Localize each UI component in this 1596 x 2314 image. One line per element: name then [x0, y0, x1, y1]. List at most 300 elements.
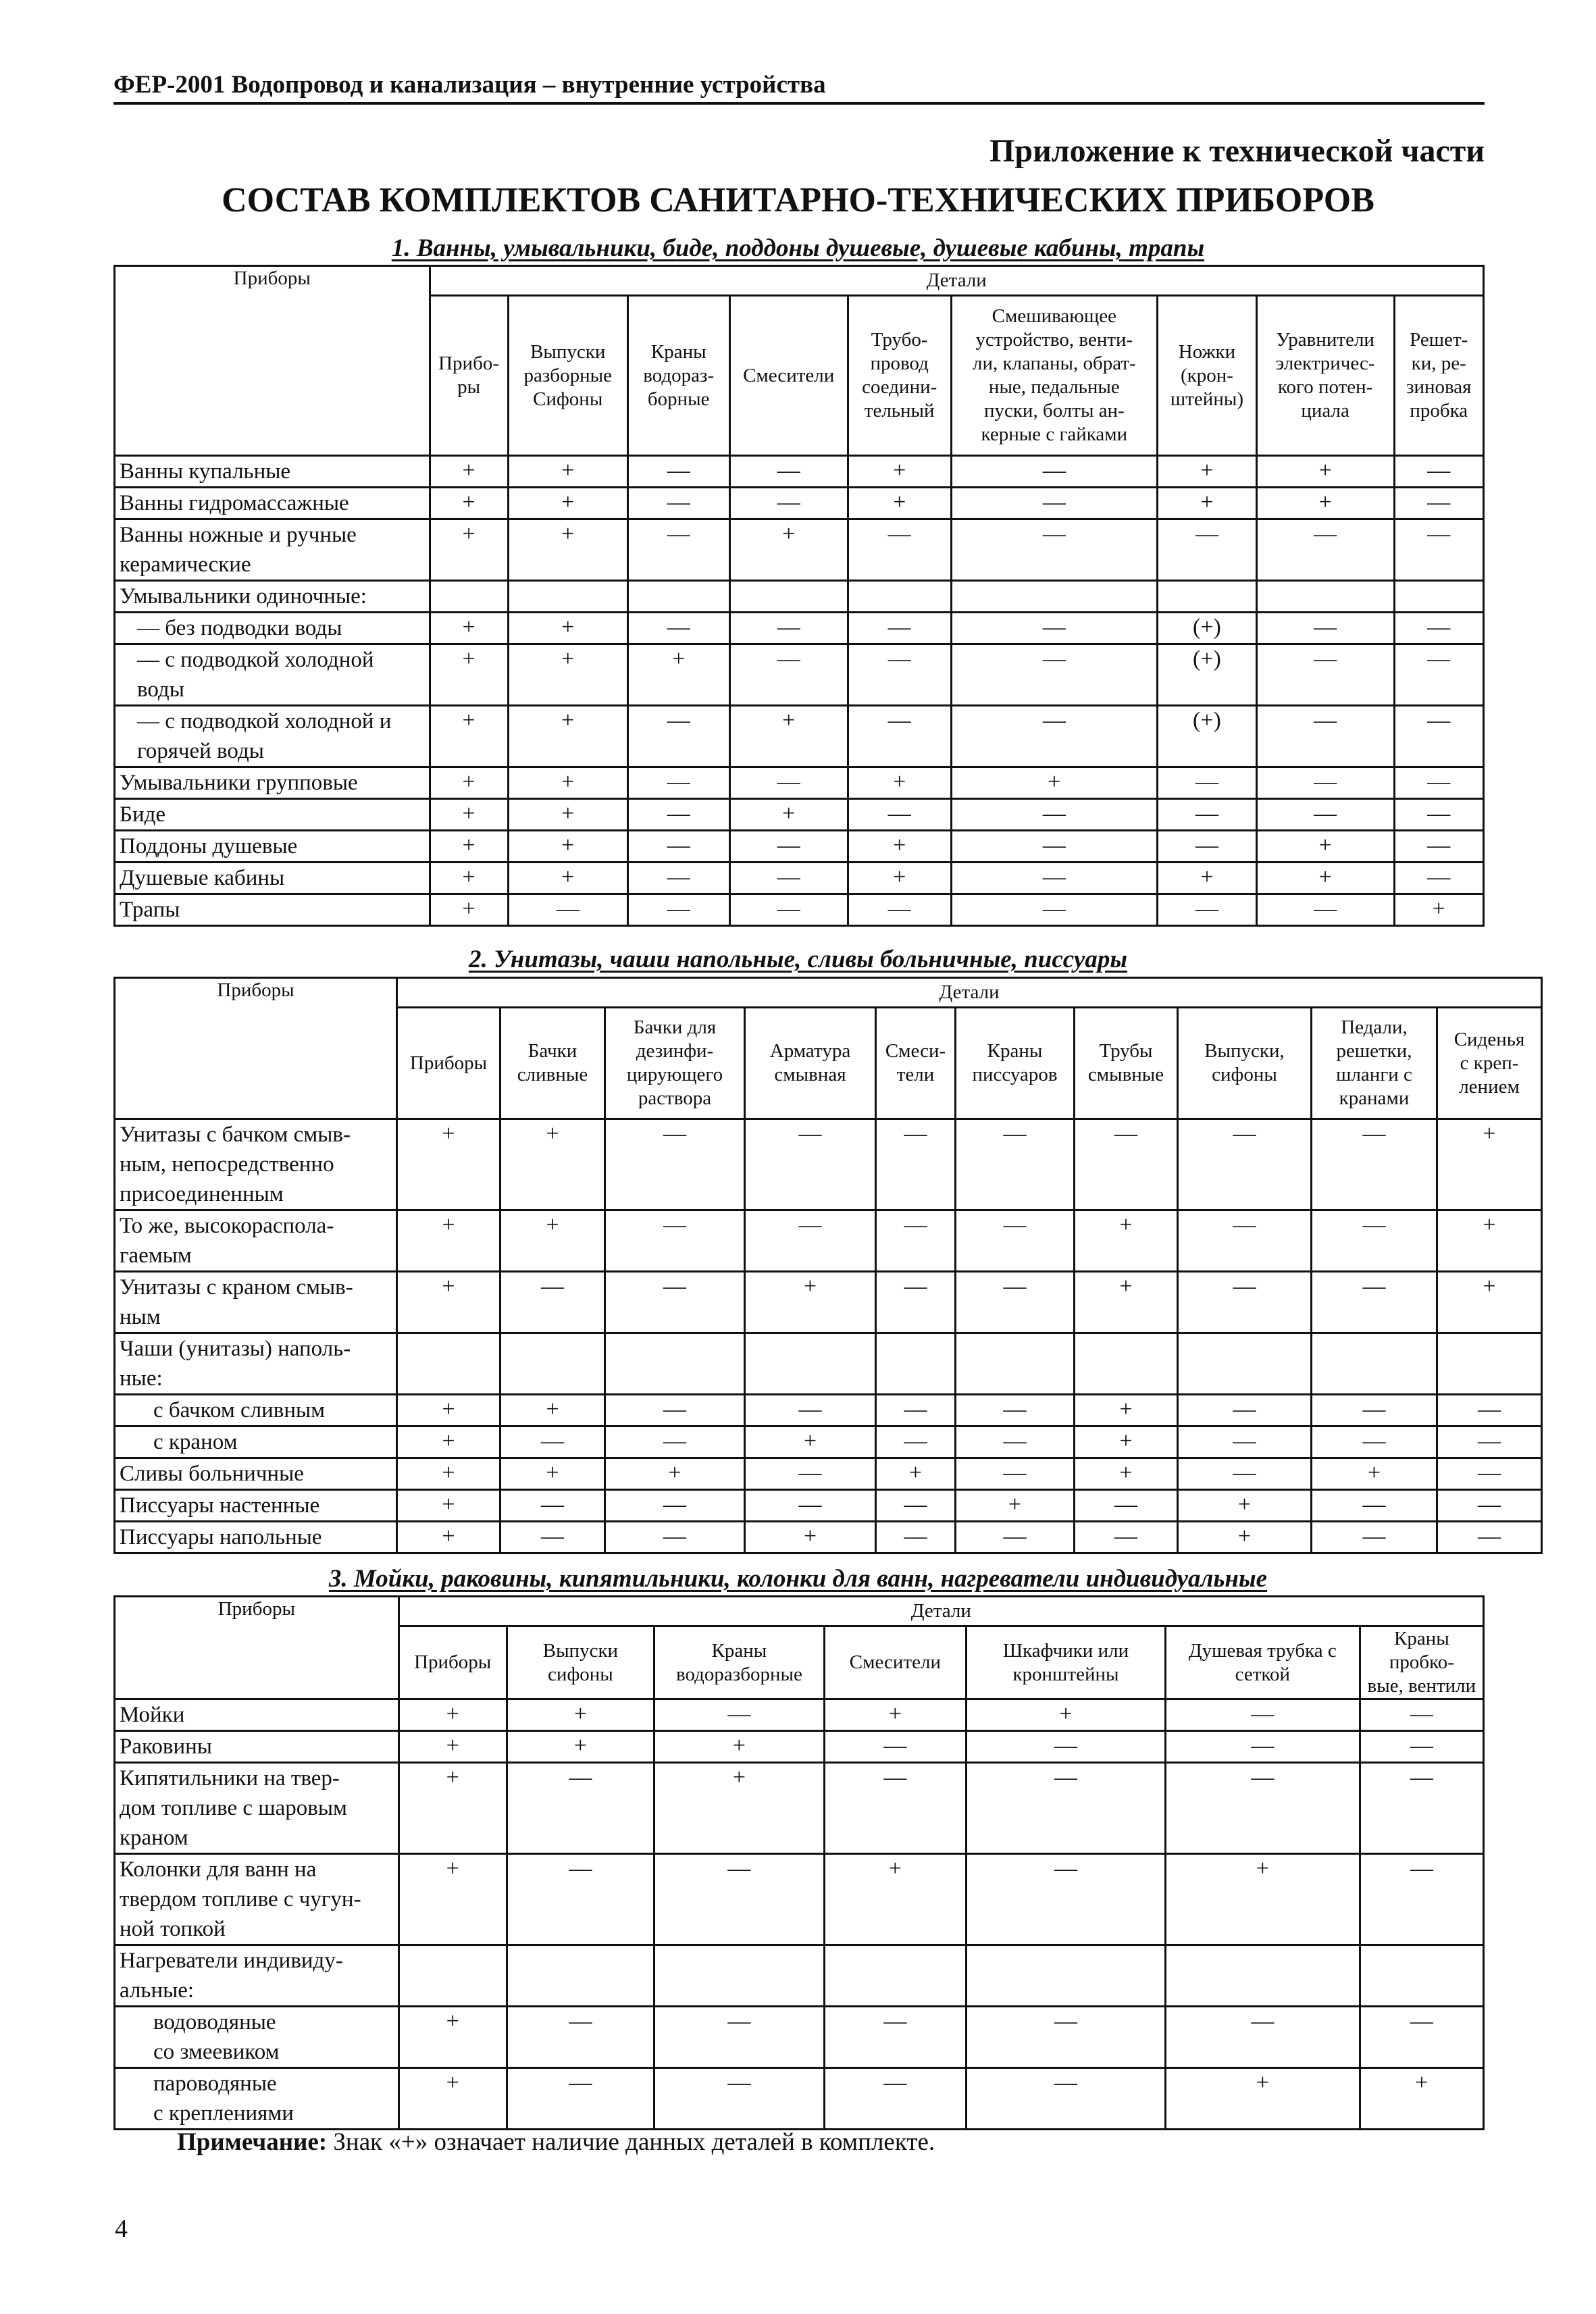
note — [177, 2128, 935, 2157]
table-cell: + — [508, 799, 627, 831]
column-header: Выпуски разборные Сифоны — [508, 296, 627, 456]
header-details: Детали — [398, 1597, 1483, 1626]
table-cell: — — [1437, 1490, 1542, 1522]
table-section-1 — [113, 265, 1485, 927]
header-row — [115, 266, 1484, 296]
table-cell: — — [745, 1490, 876, 1522]
table-cell: + — [508, 706, 627, 767]
table-cell: + — [398, 1854, 507, 1945]
table-cell: — — [729, 644, 848, 706]
table-row — [115, 456, 1484, 488]
table-cell: — — [848, 519, 951, 581]
table-cell: — — [508, 894, 627, 926]
table-cell: — — [824, 1763, 966, 1854]
table-cell: — — [729, 613, 848, 644]
table-cell — [848, 581, 951, 613]
table-cell: — — [1394, 644, 1484, 706]
table-row — [115, 863, 1484, 894]
table-cell: — — [848, 706, 951, 767]
table-cell: + — [397, 1210, 500, 1272]
main-title: СОСТАВ КОМПЛЕКТОВ САНИТАРНО-ТЕХНИЧЕСКИХ ПРИБОРОВ — [222, 181, 1374, 220]
table-cell: + — [627, 644, 729, 706]
table-cell: — — [500, 1272, 605, 1333]
row-label: Биде — [115, 799, 430, 831]
table-cell — [876, 1333, 956, 1395]
table-cell: — — [605, 1522, 745, 1553]
table-cell: — — [729, 767, 848, 799]
table-row — [115, 644, 1484, 706]
column-header: Шкафчики или кронштейны — [967, 1626, 1166, 1699]
table-cell: + — [1256, 488, 1394, 519]
table-cell: + — [1437, 1272, 1542, 1333]
table-cell: + — [397, 1458, 500, 1490]
row-label: Ванны гидромассажные — [115, 488, 430, 519]
table-cell: — — [745, 1210, 876, 1272]
table-cell: — — [1075, 1490, 1178, 1522]
table-cell: + — [508, 863, 627, 894]
table-cell: — — [848, 613, 951, 644]
table-row — [115, 799, 1484, 831]
column-header: Краны водоразборные — [654, 1626, 825, 1699]
table-cell: + — [745, 1522, 876, 1553]
table-cell: — — [1158, 767, 1257, 799]
table-cell: — — [627, 706, 729, 767]
table-cell: + — [956, 1490, 1075, 1522]
table-cell: — — [1394, 799, 1484, 831]
column-header: Уравнители электричес- кого потен- циала — [1256, 296, 1394, 456]
table-row — [115, 1945, 1484, 2007]
table-cell: + — [1437, 1119, 1542, 1210]
table-cell: + — [508, 831, 627, 863]
table-cell: — — [1394, 767, 1484, 799]
table-cell — [1158, 581, 1257, 613]
header-rule — [113, 102, 1485, 105]
table-cell: — — [605, 1426, 745, 1458]
table-cell: + — [1075, 1458, 1178, 1490]
table-cell: (+) — [1158, 706, 1257, 767]
table-section-3 — [113, 1595, 1485, 2130]
table-cell: — — [1158, 519, 1257, 581]
table-cell: — — [951, 456, 1158, 488]
row-label: — с подводкой холодной и горячей воды — [115, 706, 430, 767]
column-header: Выпуски, сифоны — [1178, 1008, 1312, 1119]
table-cell: (+) — [1158, 644, 1257, 706]
table-cell: + — [430, 488, 508, 519]
table-cell: — — [654, 1854, 825, 1945]
table-cell: — — [627, 894, 729, 926]
column-header: Бачки сливные — [500, 1008, 605, 1119]
table-cell: — — [1165, 1731, 1360, 1763]
table-cell: — — [1312, 1522, 1437, 1553]
table-cell: — — [956, 1522, 1075, 1553]
table-cell: + — [508, 644, 627, 706]
table-cell: + — [397, 1272, 500, 1333]
table-cell: + — [398, 2007, 507, 2068]
table-cell: — — [956, 1210, 1075, 1272]
table-cell: — — [1178, 1426, 1312, 1458]
table-cell: — — [627, 613, 729, 644]
table-cell: + — [430, 863, 508, 894]
table-cell: + — [430, 767, 508, 799]
table-cell: + — [508, 767, 627, 799]
table-row — [115, 519, 1484, 581]
note-label: Примечание: — [177, 2128, 328, 2156]
table-row — [115, 1763, 1484, 1854]
table-cell: — — [627, 831, 729, 863]
table-cell: + — [1437, 1210, 1542, 1272]
table-cell: + — [1178, 1522, 1312, 1553]
table-cell: — — [1256, 799, 1394, 831]
row-label: — с подводкой холодной воды — [115, 644, 430, 706]
table-cell: + — [1075, 1426, 1178, 1458]
table-cell: + — [1256, 863, 1394, 894]
table-cell: — — [1437, 1522, 1542, 1553]
table-cell: — — [745, 1395, 876, 1426]
table-cell: — — [1312, 1119, 1437, 1210]
table-cell: — — [1256, 706, 1394, 767]
table-cell: + — [1178, 1490, 1312, 1522]
table-cell: + — [397, 1490, 500, 1522]
table-cell: — — [1256, 519, 1394, 581]
table-cell: + — [824, 1854, 966, 1945]
table-cell: — — [1360, 1854, 1483, 1945]
row-label: Сливы больничные — [115, 1458, 397, 1490]
table-cell: + — [430, 831, 508, 863]
table-cell: — — [1256, 613, 1394, 644]
section-2-title: 2. Унитазы, чаши напольные, сливы больничные, писсуары — [468, 946, 1128, 973]
table-cell: + — [397, 1395, 500, 1426]
table-cell: — — [1394, 831, 1484, 863]
column-header: Арматура смывная — [745, 1008, 876, 1119]
table-cell: + — [507, 1731, 654, 1763]
row-label: Унитазы с краном смыв- ным — [115, 1272, 397, 1333]
row-label: — без подводки воды — [115, 613, 430, 644]
table-cell: — — [848, 894, 951, 926]
table-cell: — — [1360, 2007, 1483, 2068]
table-cell: — — [876, 1426, 956, 1458]
section-1-title: 1. Ванны, умывальники, биде, поддоны душевые, душевые кабины, трапы — [391, 234, 1205, 262]
table-cell: + — [508, 613, 627, 644]
table-cell: — — [824, 1731, 966, 1763]
table-cell: + — [500, 1119, 605, 1210]
table-cell: + — [500, 1395, 605, 1426]
table-row — [115, 894, 1484, 926]
row-label: Колонки для ванн на твердом топливе с чугун- ной топкой — [115, 1854, 399, 1945]
row-label: Поддоны душевые — [115, 831, 430, 863]
table-cell: — — [848, 644, 951, 706]
table-cell: — — [1165, 1699, 1360, 1731]
table-cell: + — [1075, 1395, 1178, 1426]
header-row — [115, 1597, 1484, 1626]
table-cell: + — [397, 1119, 500, 1210]
table-cell: — — [627, 799, 729, 831]
table-row — [115, 1119, 1542, 1210]
table-cell: + — [430, 519, 508, 581]
table-cell — [654, 1945, 825, 2007]
table-cell: + — [430, 613, 508, 644]
header-details: Детали — [397, 978, 1542, 1008]
table-cell: — — [1394, 706, 1484, 767]
column-header: Трубы смывные — [1075, 1008, 1178, 1119]
row-label: с бачком сливным — [115, 1395, 397, 1426]
table-cell: — — [1312, 1210, 1437, 1272]
table-cell: + — [729, 799, 848, 831]
table-cell: + — [1256, 456, 1394, 488]
table-cell: — — [745, 1119, 876, 1210]
table-cell: + — [729, 706, 848, 767]
table-cell: + — [1165, 1854, 1360, 1945]
table-cell: — — [627, 456, 729, 488]
table-cell: — — [1360, 1699, 1483, 1731]
column-header: Бачки для дезинфи- цирующего раствора — [605, 1008, 745, 1119]
table-cell: — — [1178, 1210, 1312, 1272]
table-cell: + — [397, 1426, 500, 1458]
table-cell: — — [876, 1395, 956, 1426]
row-label: водоводяные со змеевиком — [115, 2007, 399, 2068]
table-cell: + — [1165, 2068, 1360, 2130]
table-cell: — — [1178, 1395, 1312, 1426]
table-cell — [967, 1945, 1166, 2007]
table-cell: — — [1394, 519, 1484, 581]
table-cell: — — [627, 863, 729, 894]
table-cell: + — [848, 488, 951, 519]
table-cell: — — [824, 2068, 966, 2130]
table-cell: — — [507, 1763, 654, 1854]
table-cell: — — [1437, 1426, 1542, 1458]
table-cell: + — [500, 1210, 605, 1272]
table-cell — [1256, 581, 1394, 613]
table-cell: — — [824, 2007, 966, 2068]
table-cell — [1165, 1945, 1360, 2007]
appendix-title: Приложение к технической части — [989, 133, 1485, 169]
table-row — [115, 2068, 1484, 2130]
row-label: Раковины — [115, 1731, 399, 1763]
column-header: Приборы — [398, 1626, 507, 1699]
table-cell: + — [1158, 488, 1257, 519]
row-label: Ванны ножные и ручные керамические — [115, 519, 430, 581]
table-cell: — — [745, 1458, 876, 1490]
table-row — [115, 488, 1484, 519]
table-cell: + — [430, 456, 508, 488]
table-cell: + — [430, 644, 508, 706]
row-label: Писсуары настенные — [115, 1490, 397, 1522]
table-cell: + — [1075, 1210, 1178, 1272]
table-cell: + — [500, 1458, 605, 1490]
table-cell: — — [951, 706, 1158, 767]
table-cell: + — [745, 1426, 876, 1458]
table-row — [115, 1699, 1484, 1731]
table-cell: — — [951, 488, 1158, 519]
table-row — [115, 706, 1484, 767]
table-cell: — — [1437, 1395, 1542, 1426]
table-cell: + — [430, 799, 508, 831]
row-label: Писсуары напольные — [115, 1522, 397, 1553]
table-cell — [605, 1333, 745, 1395]
table-cell — [1360, 1945, 1483, 2007]
column-header: Прибо- ры — [430, 296, 508, 456]
table-cell: — — [1312, 1490, 1437, 1522]
table-cell: + — [1075, 1272, 1178, 1333]
table-cell: + — [729, 519, 848, 581]
row-label: Унитазы с бачком смыв- ным, непосредственно присоединенным — [115, 1119, 397, 1210]
table-row — [115, 1272, 1542, 1333]
table-cell: — — [1312, 1395, 1437, 1426]
table-cell: + — [848, 863, 951, 894]
table-cell: — — [956, 1458, 1075, 1490]
table-cell: — — [729, 488, 848, 519]
table-cell: — — [1360, 1763, 1483, 1854]
table-cell: — — [951, 613, 1158, 644]
table-cell: + — [654, 1731, 825, 1763]
table-row — [115, 2007, 1484, 2068]
row-label: То же, высокораспола- гаемым — [115, 1210, 397, 1272]
row-label: с краном — [115, 1426, 397, 1458]
column-header: Приборы — [397, 1008, 500, 1119]
table-row — [115, 613, 1484, 644]
row-label: Нагреватели индивиду- альные: — [115, 1945, 399, 2007]
column-header: Смеси- тели — [876, 1008, 956, 1119]
table-row — [115, 1490, 1542, 1522]
table-cell: + — [745, 1272, 876, 1333]
header-details: Детали — [430, 266, 1484, 296]
table-cell: + — [1312, 1458, 1437, 1490]
table-cell — [507, 1945, 654, 2007]
column-header: Сиденья с креп- лением — [1437, 1008, 1542, 1119]
table-cell: + — [1360, 2068, 1483, 2130]
header-devices: Приборы — [115, 266, 430, 456]
column-header: Трубо- провод соедини- тельный — [848, 296, 951, 456]
table-cell: + — [398, 1699, 507, 1731]
table-cell: — — [1394, 613, 1484, 644]
table-cell: — — [956, 1426, 1075, 1458]
table-cell: + — [824, 1699, 966, 1731]
table-cell: — — [967, 1731, 1166, 1763]
table-cell: + — [848, 456, 951, 488]
table-row — [115, 767, 1484, 799]
table-cell: + — [1256, 831, 1394, 863]
table-cell — [956, 1333, 1075, 1395]
table-cell: + — [848, 831, 951, 863]
table-cell: — — [1075, 1119, 1178, 1210]
header-devices: Приборы — [115, 978, 397, 1119]
table-row — [115, 1395, 1542, 1426]
table-cell: + — [398, 2068, 507, 2130]
table-cell: — — [654, 1699, 825, 1731]
table-cell: + — [508, 519, 627, 581]
table-cell: — — [956, 1119, 1075, 1210]
table-cell — [1394, 581, 1484, 613]
table-cell — [500, 1333, 605, 1395]
table-cell: — — [967, 2068, 1166, 2130]
table-cell: — — [951, 863, 1158, 894]
table-cell: + — [508, 456, 627, 488]
table-cell: + — [507, 1699, 654, 1731]
column-header: Смесители — [824, 1626, 966, 1699]
column-header: Краны писсуаров — [956, 1008, 1075, 1119]
row-label: Умывальники одиночные: — [115, 581, 430, 613]
table-cell: — — [1178, 1119, 1312, 1210]
table-cell: + — [951, 767, 1158, 799]
table-cell — [430, 581, 508, 613]
row-label: Ванны купальные — [115, 456, 430, 488]
table-cell: — — [1165, 1763, 1360, 1854]
column-header: Душевая трубка с сеткой — [1165, 1626, 1360, 1699]
table-cell: — — [1312, 1426, 1437, 1458]
table-cell: — — [967, 1763, 1166, 1854]
note-text: Знак «+» означает наличие данных деталей в комплекте. — [333, 2128, 935, 2156]
column-header: Ножки (крон- штейны) — [1158, 296, 1257, 456]
table-cell: + — [1394, 894, 1484, 926]
table-cell: + — [398, 1763, 507, 1854]
table-cell — [508, 581, 627, 613]
table-cell: + — [967, 1699, 1166, 1731]
column-header: Смешивающее устройство, венти- ли, клапаны, обрат- ные, педальные пуски, болты ан- керные с гайками — [951, 296, 1158, 456]
table-cell — [1075, 1333, 1178, 1395]
table-cell — [951, 581, 1158, 613]
table-cell: — — [956, 1395, 1075, 1426]
table-row — [115, 581, 1484, 613]
table-cell: — — [654, 2007, 825, 2068]
table-cell: — — [1394, 863, 1484, 894]
table-cell: — — [500, 1522, 605, 1553]
table-cell: + — [605, 1458, 745, 1490]
table-cell: — — [1394, 456, 1484, 488]
row-label: Трапы — [115, 894, 430, 926]
table-cell: (+) — [1158, 613, 1257, 644]
table-cell — [1312, 1333, 1437, 1395]
table-cell: — — [967, 1854, 1166, 1945]
table-row — [115, 1522, 1542, 1553]
table-cell — [398, 1945, 507, 2007]
table-cell: — — [1256, 767, 1394, 799]
table-cell: — — [951, 799, 1158, 831]
table-cell: — — [1158, 799, 1257, 831]
header-devices: Приборы — [115, 1597, 399, 1699]
table-section-2 — [113, 977, 1543, 1554]
table-cell — [729, 581, 848, 613]
table-cell: + — [397, 1522, 500, 1553]
table-cell: — — [729, 894, 848, 926]
table-cell — [745, 1333, 876, 1395]
table-row — [115, 1333, 1542, 1395]
column-header: Выпуски сифоны — [507, 1626, 654, 1699]
table-cell — [397, 1333, 500, 1395]
table-cell: — — [876, 1490, 956, 1522]
table-cell: — — [1360, 1731, 1483, 1763]
table-row — [115, 1854, 1484, 1945]
table-cell: + — [876, 1458, 956, 1490]
table-cell: — — [1158, 831, 1257, 863]
table-cell: — — [605, 1490, 745, 1522]
table-cell: — — [1256, 644, 1394, 706]
table-cell: — — [951, 519, 1158, 581]
row-label: пароводяные с креплениями — [115, 2068, 399, 2130]
table-cell: — — [1256, 894, 1394, 926]
table-cell: + — [1158, 863, 1257, 894]
row-label: Умывальники групповые — [115, 767, 430, 799]
table-cell: — — [605, 1210, 745, 1272]
table-cell: + — [654, 1763, 825, 1854]
table-cell: — — [1165, 2007, 1360, 2068]
table-cell: — — [507, 2007, 654, 2068]
table-cell: — — [1075, 1522, 1178, 1553]
table-row — [115, 831, 1484, 863]
table-cell: — — [876, 1119, 956, 1210]
table-cell: — — [654, 2068, 825, 2130]
table-cell: + — [1158, 456, 1257, 488]
table-cell: + — [430, 706, 508, 767]
table-cell: — — [605, 1395, 745, 1426]
